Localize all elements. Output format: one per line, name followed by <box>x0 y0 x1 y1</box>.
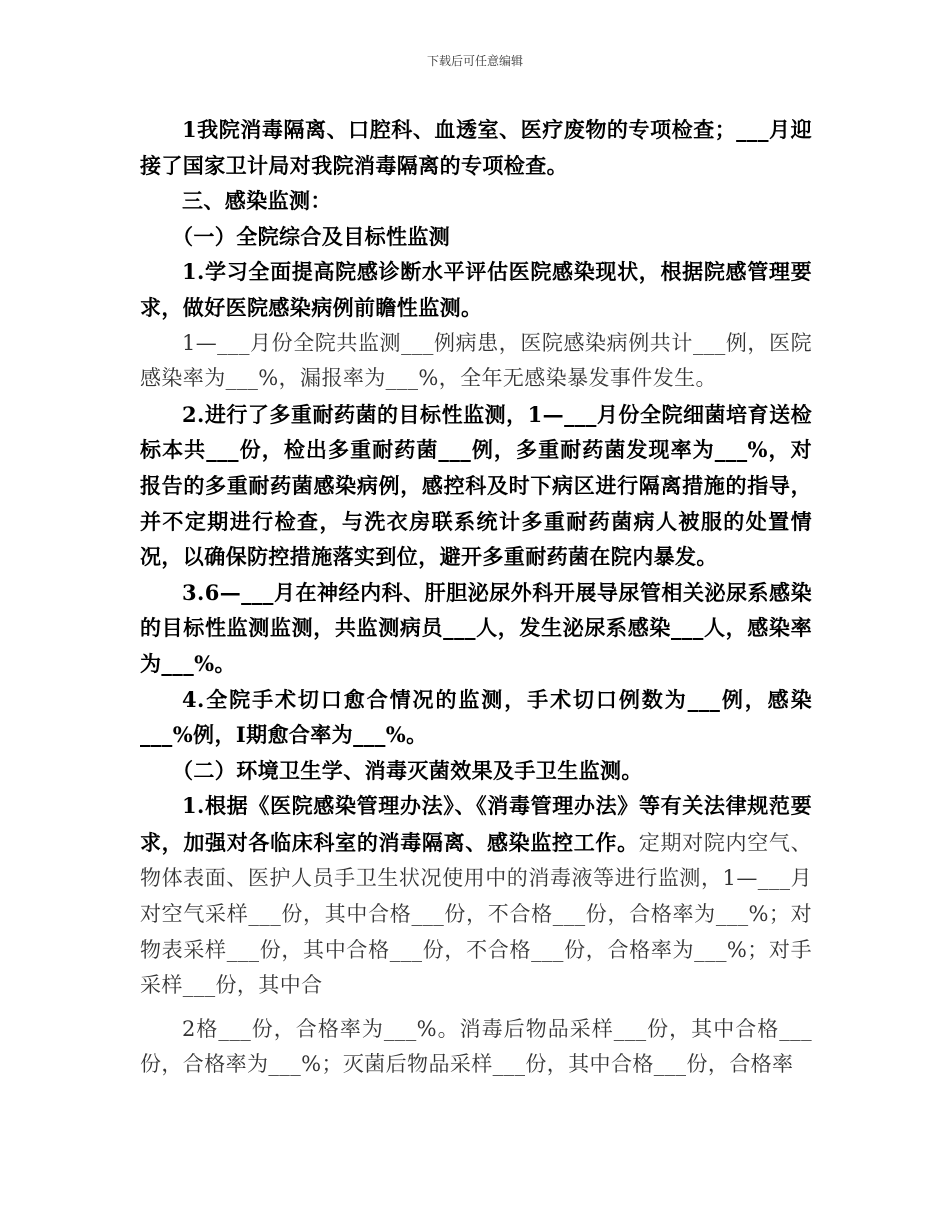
subsection-heading-environmental-monitoring: （二）环境卫生学、消毒灭菌效果及手卫生监测。 <box>172 757 643 783</box>
paragraph-gap <box>140 1004 812 1012</box>
paragraph-item-4: 4.全院手术切口愈合情况的监测，手术切口例数为___例，感染___%例，Ⅰ期愈合率为___%。 <box>140 686 812 748</box>
page-header: 下载后可任意编辑 <box>426 54 523 68</box>
paragraph-environment-lead: 1.根据《医院感染管理办法》、《消毒管理办法》等有关法律规范要求，加强对各临床科室的消毒隔离、感染监控工作。 <box>140 793 812 855</box>
document-body <box>140 112 812 1083</box>
paragraph-item-2: 2.进行了多重耐药菌的目标性监测，1—___月份全院细菌培育送检标本共___份，检出多重耐药菌___例，多重耐药菌发现率为___%，对报告的多重耐药菌感染病例，感控科及时下病区进行隔离措施的指导，并不定期进行检查，与洗衣房联系统计多重耐药菌病人被服的处置情况，以确保防控措施落实到位，避开多重耐药菌在院内暴发。 <box>140 401 812 570</box>
paragraph-statistics: 1—___月份全院共监测___例病患，医院感染病例共计___例，医院感染率为___%，漏报率为___%，全年无感染暴发事件发生。 <box>140 330 812 391</box>
paragraph-item-3: 3.6—___月在神经内科、肝胆泌尿外科开展导尿管相关泌尿系感染的目标性监测监测，共监测病员___人，发生泌尿系感染___人，感染率为___%。 <box>140 579 812 676</box>
paragraph-environment-item-1 <box>140 788 812 1004</box>
paragraph-inspection: 1我院消毒隔离、口腔科、血透室、医疗废物的专项检查；___月迎接了国家卫计局对我院消毒隔离的专项检查。 <box>140 117 812 178</box>
subsection-heading-comprehensive-monitoring: （一）全院综合及目标性监测 <box>172 223 451 249</box>
paragraph-item-1: 1.学习全面提高院感诊断水平评估医院感染现状，根据院感管理要求，做好医院感染病例前瞻性监测。 <box>140 259 812 320</box>
paragraph-environment-detail: 定期对院内空气、物体表面、医护人员手卫生状况使用中的消毒液等进行监测，1—___月对空气采样___份，其中合格___份，不合格___份，合格率为___%；对物表采样___份，其中合格___份，不合格___份，合格率为___%；对手采样___份，其中合 <box>140 830 813 998</box>
section-heading-infection-monitoring: 三、感染监测： <box>182 188 332 214</box>
paragraph-sampling-continued: 2格___份，合格率为___%。消毒后物品采样___份，其中合格___份，合格率为___%；灭菌后物品采样___份，其中合格___份，合格率 <box>140 1016 812 1077</box>
